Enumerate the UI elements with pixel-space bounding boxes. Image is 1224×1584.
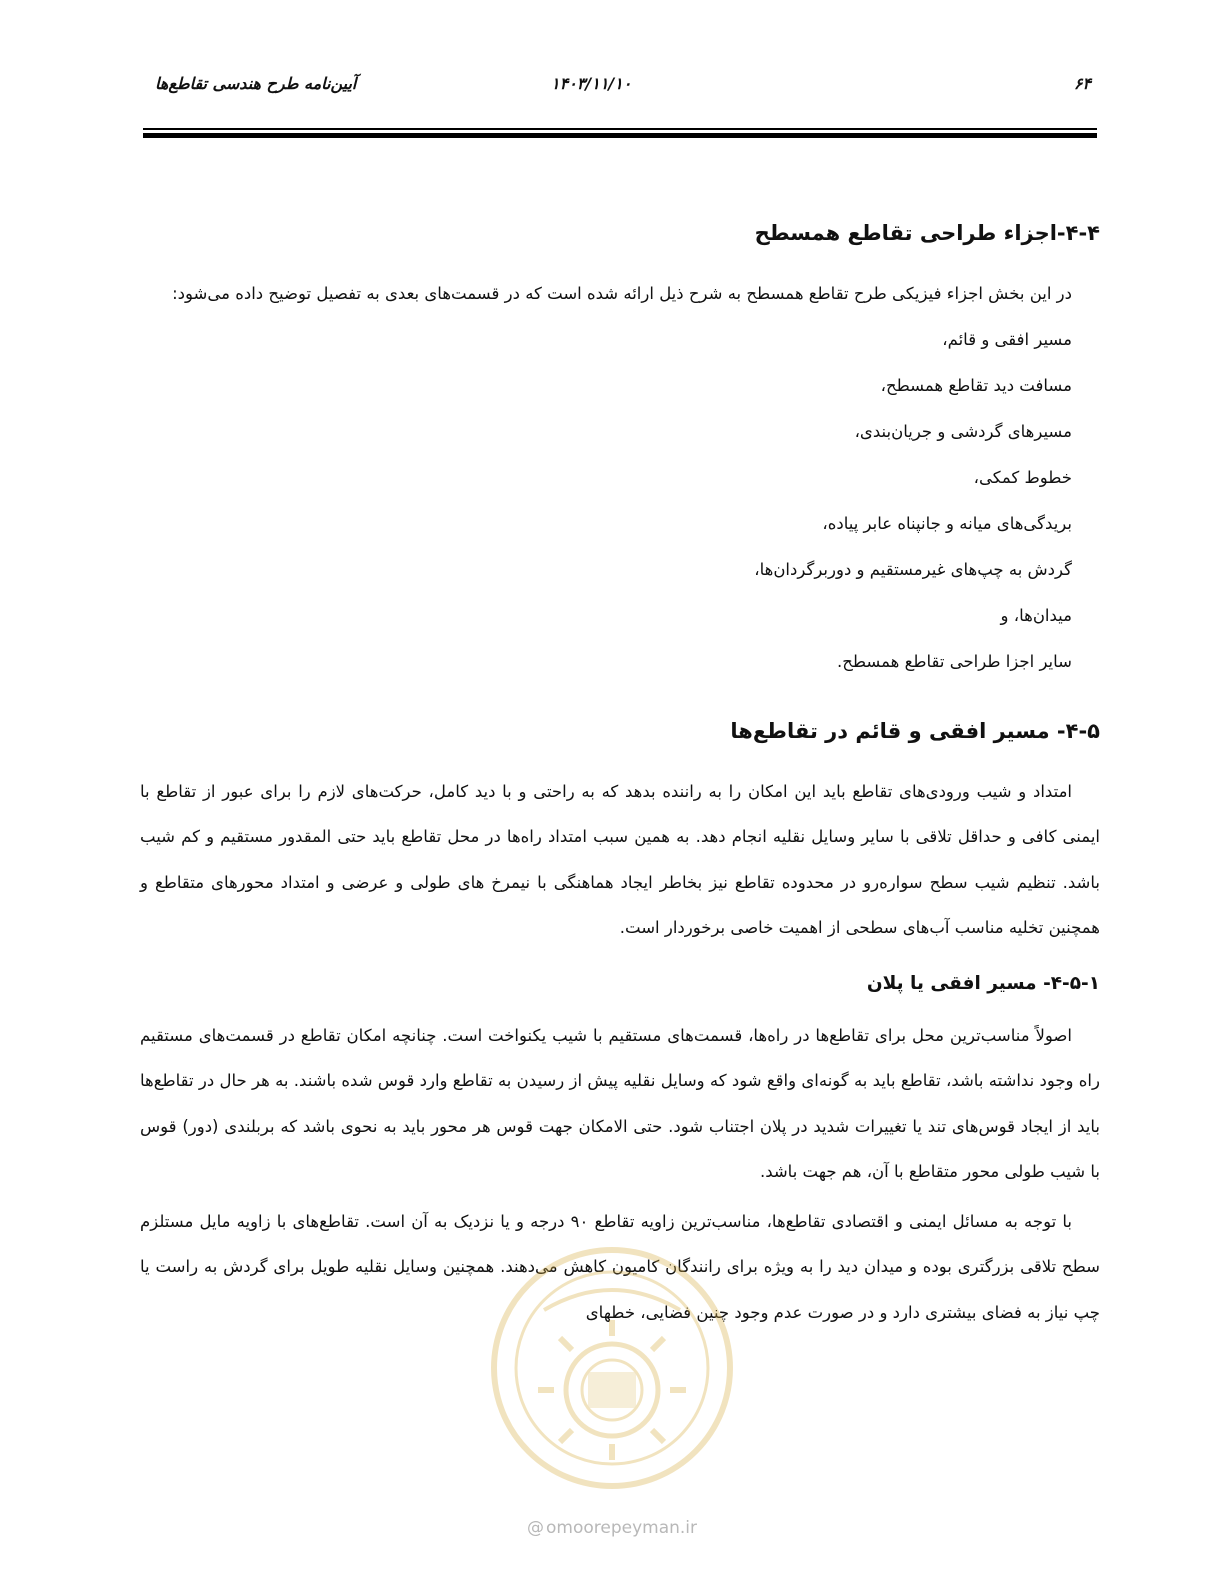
header-title: آیین‌نامه طرح هندسی تقاطع‌ها [155,74,357,93]
list-item: خطوط کمکی، [973,467,1072,487]
list-item: میدان‌ها، و [1000,605,1072,625]
list-item: مسافت دید تقاطع همسطح، [880,375,1072,395]
list-item: مسیر افقی و قائم، [942,329,1072,349]
header-date: ۱۴۰۳/۱۱/۱۰ [551,74,632,93]
page-header [143,74,1097,102]
section-heading-4-5: ۴-۵- مسیر افقی و قائم در تقاطع‌ها [730,718,1100,743]
section-heading-4-4: ۴-۴-اجزاء طراحی تقاطع همسطح [754,221,1100,245]
header-rule-thick [143,133,1097,138]
page-content [140,205,1100,1335]
section-4-4-intro: در این بخش اجزاء فیزیکی طرح تقاطع همسطح به شرح ذیل ارائه شده است که در قسمت‌های بعدی به تفصیل توضیح داده می‌شود: [172,284,1072,303]
list-item: بریدگی‌های میانه و جانپناه عابر پیاده، [822,513,1072,533]
footer-site [0,1518,1224,1538]
at-icon: @ [526,1518,544,1538]
footer-site-text: omoorepeyman.ir [545,1518,698,1538]
page-number: ۶۴ [1073,74,1091,93]
list-item: مسیرهای گردشی و جریان‌بندی، [854,421,1072,441]
list-item: گردش به چپ‌های غیرمستقیم و دوربرگردان‌ها، [754,559,1072,579]
section-4-5-paragraph: امتداد و شیب ورودی‌های تقاطع باید این امکان را به راننده بدهد که به راحتی و با دید کامل، حرکت‌های لازم را برای عبور از تقاطع با ایمنی کافی و حداقل تلاقی با سایر وسایل نقلیه انجام دهد. به همین سبب امتداد راه‌ها در محل تقاطع باید حتی المقدور مستقیم و کم شیب باشد. تنظیم شیب سطح سواره‌رو در محدوده تقاطع نیز بخاطر ایجاد هماهنگی با نیمرخ های طولی و عرضی و امتداد محورهای متقاطع و همچنین تخلیه مناسب آب‌های سطحی از اهمیت خاصی برخوردار است. [140,781,1100,937]
header-rule-thin [143,128,1097,130]
section-4-5-1-paragraph-2: با توجه به مسائل ایمنی و اقتصادی تقاطع‌ها، مناسب‌ترین زاویه تقاطع ۹۰ درجه و یا نزدیک به آن است. تقاطع‌های با زاویه مایل مستلزم سطح تلاقی بزرگتری بوده و میدان دید را به ویژه برای رانندگان کامیون کاهش می‌دهند. همچنین وسایل نقلیه طویل برای گردش به راست یا چپ نیاز به فضای بیشتری دارد و در صورت عدم وجود چنین فضایی، خطهای [140,1211,1100,1322]
component-list [140,317,1100,685]
section-heading-4-5-1: ۴-۵-۱- مسیر افقی یا پلان [866,972,1100,994]
section-4-5-1-paragraph-1: اصولاً مناسب‌ترین محل برای تقاطع‌ها در راه‌ها، قسمت‌های مستقیم با شیب یکنواخت است. چنانچه امکان تقاطع در قسمت‌های مستقیم راه وجود نداشته باشد، تقاطع باید به گونه‌ای واقع شود که وسایل نقلیه پیش از رسیدن به تقاطع وارد قوس شده باشند. به هر حال در تقاطع‌ها باید از ایجاد قوس‌های تند یا تغییرات شدید در پلان اجتناب شود. حتی الامکان جهت قوس هر محور باید به نحوی باشد که بربلندی (دور) قوس با شیب طولی محور متقاطع با آن، هم جهت باشد. [140,1025,1100,1181]
list-item: سایر اجزا طراحی تقاطع همسطح. [836,651,1072,671]
